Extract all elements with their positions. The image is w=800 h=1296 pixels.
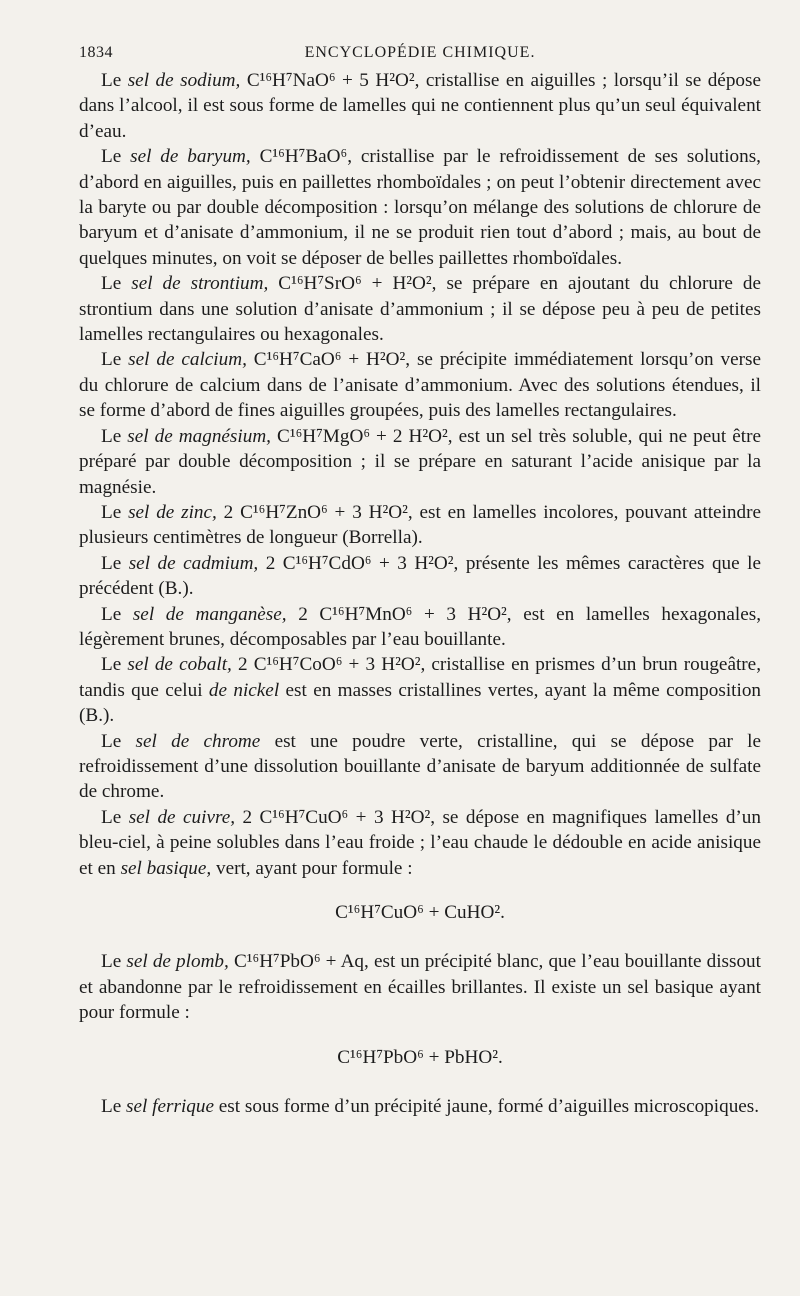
salt-name: sel de strontium,: [131, 273, 269, 295]
lead-text: Le: [101, 951, 127, 973]
body-text: cristallise en prismes d’un brun rougeâtre, tandis que celui: [79, 654, 761, 701]
salt-name-nickel: de nickel: [208, 679, 280, 701]
lead-text: Le: [101, 70, 128, 91]
page-body: [79, 68, 761, 1119]
lead-text: Le: [101, 1096, 127, 1118]
body-text: est en masses cristallines vertes, ayant la même composition (B.).: [79, 679, 762, 727]
body-text: présente les mêmes caractères que le précédent (B.).: [79, 552, 761, 600]
paragraph-magnesium: [79, 424, 761, 500]
lead-text: Le: [101, 349, 129, 371]
body-text: est un sel très soluble, qui ne peut être préparé par double décomposition ; il se prépare en saturant l’acide anisique par la magnésie.: [79, 425, 762, 498]
lead-text: Le: [101, 654, 128, 676]
paragraph-baryum: [79, 144, 761, 271]
formula: 2 C¹⁶H⁷ZnO⁶ + 3 H²O²,: [216, 501, 413, 523]
formula: 2 C¹⁶H⁷MnO⁶ + 3 H²O²,: [286, 603, 512, 625]
page-header: [79, 40, 761, 68]
lead-text: Le: [101, 603, 133, 625]
body-text: est en lamelles hexagonales, légèrement brunes, décomposables par l’eau bouillante.: [79, 603, 761, 650]
salt-name: sel de chrome: [135, 730, 261, 752]
paragraph-strontium: [79, 271, 761, 347]
salt-name: sel de manganèse,: [132, 603, 287, 625]
lead-text: Le: [101, 552, 129, 574]
paragraph-cuivre: [79, 805, 761, 881]
body-text: se précipite immédiatement lorsqu’on verse du chlorure de calcium dans de l’anisate d’ammonium. Avec des solutions étendues, il se forme d’abord de fines aiguilles groupées, puis des lamelles rectangulaires.: [79, 349, 762, 422]
salt-name: sel de cadmium,: [128, 552, 259, 574]
lead-text: Le: [101, 425, 128, 447]
formula: 2 C¹⁶H⁷CoO⁶ + 3 H²O²,: [231, 654, 426, 676]
body-text: vert, ayant pour formule :: [211, 857, 413, 879]
formula: C¹⁶H⁷NaO⁶ + 5 H²O²,: [240, 70, 420, 91]
salt-name: sel ferrique: [126, 1096, 214, 1118]
salt-name: sel de cobalt,: [127, 654, 232, 676]
paragraph-zinc: [79, 500, 761, 551]
salt-name: sel de magnésium,: [127, 425, 271, 447]
salt-name-basique: sel basique,: [120, 857, 212, 879]
salt-name: sel de cuivre,: [128, 806, 236, 828]
paragraph-cobalt: [79, 652, 761, 728]
paragraph-plomb: [79, 949, 761, 1025]
formula-cuivre-basique: C¹⁶H⁷CuO⁶ + CuHO².: [335, 902, 505, 923]
paragraph-cadmium: [79, 551, 761, 602]
lead-text: Le: [101, 806, 129, 828]
salt-name: sel de calcium,: [128, 349, 247, 371]
lead-text: Le: [101, 730, 136, 752]
formula: C¹⁶H⁷MgO⁶ + 2 H²O²,: [270, 425, 453, 447]
paragraph-calcium: [79, 347, 761, 423]
lead-text: Le: [101, 146, 131, 168]
formula: C¹⁶H⁷SrO⁶ + H²O²,: [268, 273, 437, 295]
salt-name: sel de zinc,: [128, 501, 217, 523]
body-text: est sous forme d’un précipité jaune, formé d’aiguilles microscopiques.: [213, 1096, 760, 1118]
body-text: cristallise par le refroidissement de ses solutions, d’abord en aiguilles, puis en paillettes rhomboïdales ; on peut l’obtenir directement avec la baryte ou par double décomposition : lorsqu’on mélange des solutions de chlorure de baryum et d’anisate d’ammonium, il ne se produit rien tout d’abord ; mais, au bout de quelques minutes, on voit se déposer de belles paillettes rhomboïdales.: [79, 146, 761, 269]
formula-plomb-basique: C¹⁶H⁷PbO⁶ + PbHO².: [337, 1046, 503, 1068]
salt-name: sel de baryum,: [130, 146, 251, 168]
paragraph-sodium: [79, 68, 761, 144]
salt-name: sel de plomb,: [126, 951, 229, 973]
formula: 2 C¹⁶H⁷CuO⁶ + 3 H²O²,: [235, 806, 435, 828]
paragraph-ferrique: [79, 1094, 761, 1119]
body-text: se dépose en magnifiques lamelles d’un bleu-ciel, à peine solubles dans l’eau froide ; l’eau chaude le dédouble en acide anisique et en: [79, 806, 761, 879]
page-number: 1834: [79, 44, 113, 61]
formula: 2 C¹⁶H⁷CdO⁶ + 3 H²O²,: [258, 552, 459, 574]
formula: C¹⁶H⁷CaO⁶ + H²O²,: [246, 349, 411, 371]
paragraph-manganese: [79, 602, 761, 653]
formula: C¹⁶H⁷BaO⁶,: [250, 146, 353, 168]
lead-text: Le: [101, 501, 129, 523]
formula: C¹⁶H⁷PbO⁶ + Aq,: [228, 951, 369, 973]
lead-text: Le: [101, 273, 132, 295]
body-text: cristallise en aiguilles ; lorsqu’il se dépose dans l’alcool, il est sous forme de lamelles qui ne contiennent plus qu’un seul équivalent d’eau.: [79, 70, 761, 142]
body-text: est une poudre verte, cristalline, qui se dépose par le refroidissement d’une dissolution bouillante d’anisate de baryum additionnée de sulfate de chrome.: [79, 730, 761, 803]
body-text: se prépare en ajoutant du chlorure de strontium dans une solution d’anisate d’ammonium ; il se dépose peu à peu de petites lamelles rectangulaires ou hexagonales.: [79, 273, 761, 346]
body-text: est un précipité blanc, que l’eau bouillante dissout et abandonne par le refroidissement en écailles brillantes. Il existe un sel basique ayant pour formule :: [79, 951, 761, 1024]
running-title: ENCYCLOPÉDIE CHIMIQUE.: [304, 44, 536, 61]
body-text: est en lamelles incolores, pouvant atteindre plusieurs centimètres de longueur (Borrella).: [79, 501, 761, 549]
salt-name: sel de sodium,: [127, 70, 241, 91]
paragraph-chrome: [79, 729, 761, 805]
